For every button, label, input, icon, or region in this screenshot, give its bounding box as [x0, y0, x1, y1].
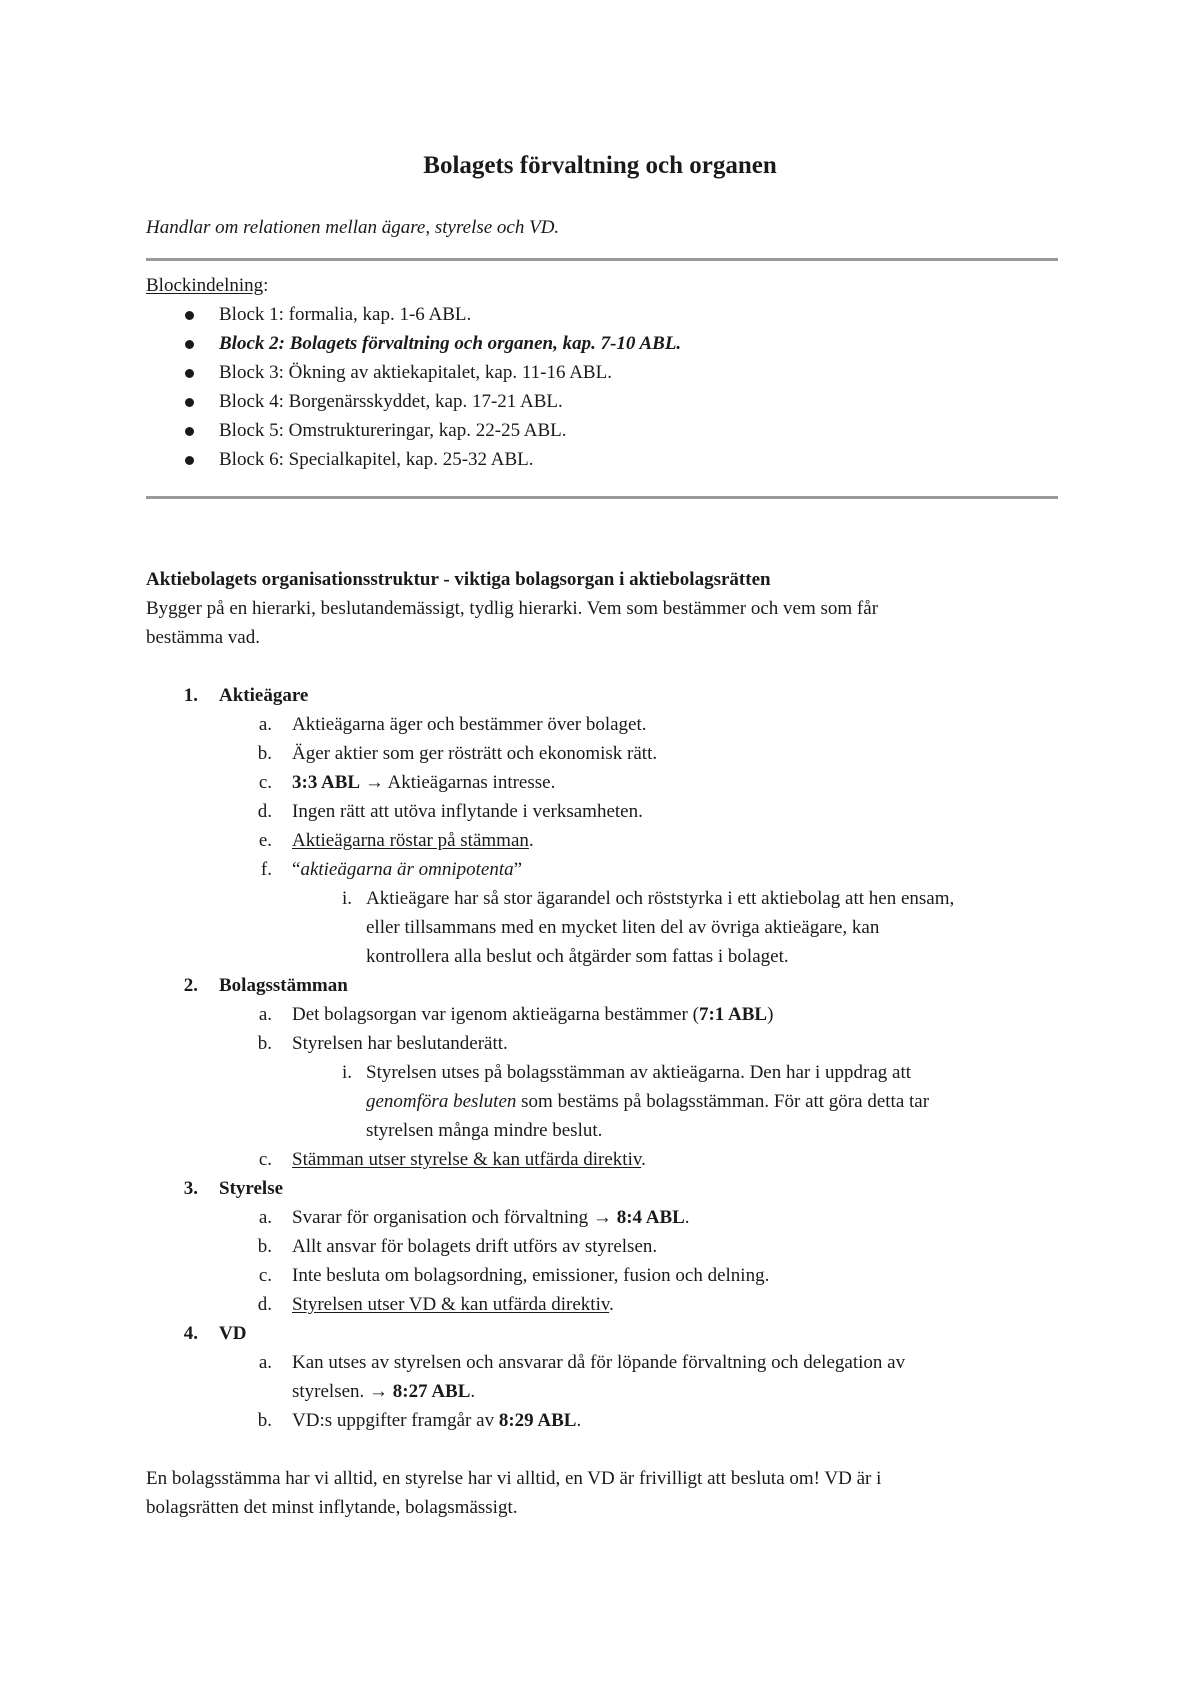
list-roman: i.	[341, 1062, 352, 1083]
period: .	[528, 830, 534, 851]
list-subitem-line: styrelsen många mindre beslut.	[366, 1120, 603, 1141]
list-letter: b.	[257, 743, 272, 764]
list-item: Äger aktier som ger rösträtt och ekonomisk rätt.	[292, 743, 658, 764]
period: .	[641, 1149, 646, 1170]
quote-text: aktieägarna är omnipotenta	[300, 859, 514, 880]
list-item: Styrelsen har beslutanderätt.	[292, 1033, 508, 1054]
block-item: Block 6: Specialkapitel, kap. 25-32 ABL.	[219, 449, 534, 470]
list-number: 4.	[183, 1323, 198, 1344]
law-reference: 8:29 ABL	[498, 1410, 577, 1431]
list-letter: b.	[257, 1236, 272, 1257]
list-subitem-line: kontrollera alla beslut och åtgärder som fattas i bolaget.	[366, 946, 789, 967]
top-divider	[146, 258, 1058, 261]
intro-text: Handlar om relationen mellan ägare, styrelse och VD.	[146, 217, 560, 238]
bullet-icon	[185, 340, 194, 349]
quote-open: “	[292, 859, 301, 880]
list-item	[292, 1206, 690, 1230]
quote-close: ”	[513, 859, 523, 880]
list-item: Aktieägarna äger och bestämmer över bolaget.	[292, 714, 647, 735]
list-letter: a.	[258, 1004, 272, 1025]
list-number: 3.	[183, 1178, 198, 1199]
list-letter: d.	[257, 801, 272, 822]
list-letter: a.	[258, 1352, 272, 1373]
section-heading: Aktiebolagets organisationsstruktur - viktiga bolagsorgan i aktiebolagsrätten	[146, 569, 771, 590]
list-item-text: Svarar för organisation och förvaltning →	[292, 1207, 617, 1228]
block-heading-label: Blockindelning	[146, 275, 264, 296]
list-heading: Styrelse	[219, 1178, 284, 1199]
section-intro-line: bestämma vad.	[146, 627, 260, 648]
bottom-divider	[146, 496, 1058, 499]
list-item	[292, 1003, 773, 1027]
list-item	[292, 1409, 581, 1433]
law-reference: 8:27 ABL	[392, 1381, 471, 1402]
list-letter: a.	[258, 1207, 272, 1228]
bullet-icon	[185, 398, 194, 407]
section-intro-line: Bygger på en hierarki, beslutandemässigt, tydlig hierarki. Vem som bestämmer och vem som får	[146, 598, 879, 619]
list-letter: b.	[257, 1410, 272, 1431]
block-heading-colon: :	[263, 275, 269, 296]
list-item-text: .	[684, 1207, 690, 1228]
list-item-text: .	[470, 1381, 476, 1402]
list-item	[292, 829, 534, 853]
list-letter: a.	[258, 714, 272, 735]
period: .	[609, 1294, 614, 1315]
block-item: Block 5: Omstruktureringar, kap. 22-25 ABL.	[219, 420, 567, 441]
list-item-line	[292, 1380, 475, 1404]
list-letter: d.	[257, 1294, 272, 1315]
list-subitem-line: Aktieägare har så stor ägarandel och röststyrka i ett aktiebolag att hen ensam,	[366, 888, 955, 909]
law-reference: 8:4 ABL	[616, 1207, 685, 1228]
list-item-text: → Aktieägarnas intresse.	[360, 772, 556, 793]
list-item-text: Aktieägarna röstar på stämman	[292, 830, 529, 851]
list-item-text: .	[576, 1410, 582, 1431]
emphasis-text: genomföra besluten	[366, 1091, 517, 1112]
block-item: Block 4: Borgenärsskyddet, kap. 17-21 ABL.	[219, 391, 563, 412]
block-item: Block 2: Bolagets förvaltning och organen, kap. 7-10 ABL.	[219, 333, 682, 354]
list-item-text: Stämman utser styrelse & kan utfärda direktiv	[292, 1149, 642, 1170]
list-item-text: VD:s uppgifter framgår av	[292, 1410, 499, 1431]
list-item: Ingen rätt att utöva inflytande i verksamheten.	[292, 801, 643, 822]
list-subitem-line: Styrelsen utses på bolagsstämman av aktieägarna. Den har i uppdrag att	[366, 1062, 912, 1083]
list-item-line: Kan utses av styrelsen och ansvarar då för löpande förvaltning och delegation av	[292, 1352, 906, 1373]
list-roman: i.	[341, 888, 352, 909]
block-item: Block 3: Ökning av aktiekapitalet, kap. 11-16 ABL.	[219, 362, 612, 383]
list-letter: f.	[260, 859, 272, 880]
list-subitem-line	[366, 1090, 929, 1114]
list-item	[292, 1148, 646, 1172]
list-item-text: styrelsen. →	[292, 1381, 393, 1402]
list-item-text: )	[767, 1004, 774, 1025]
list-letter: c.	[258, 1149, 272, 1170]
list-item: Inte besluta om bolagsordning, emissioner, fusion och delning.	[292, 1265, 770, 1286]
list-item-text: Styrelsen utser VD & kan utfärda direktiv	[292, 1294, 610, 1315]
closing-line: bolagsrätten det minst inflytande, bolagsmässigt.	[146, 1497, 518, 1518]
law-reference: 3:3 ABL	[292, 772, 361, 793]
list-number: 1.	[183, 685, 198, 706]
page-title: Bolagets förvaltning och organen	[423, 152, 777, 179]
law-reference: 7:1 ABL	[698, 1004, 768, 1025]
list-letter: b.	[257, 1033, 272, 1054]
bullet-icon	[185, 369, 194, 378]
list-item-text: Det bolagsorgan var igenom aktieägarna bestämmer (	[292, 1004, 699, 1025]
list-letter: c.	[258, 1265, 272, 1286]
list-item: Allt ansvar för bolagets drift utförs av styrelsen.	[292, 1236, 658, 1257]
block-item: Block 1: formalia, kap. 1-6 ABL.	[219, 304, 472, 325]
bullet-icon	[185, 427, 194, 436]
closing-line: En bolagsstämma har vi alltid, en styrelse har vi alltid, en VD är frivilligt att besluta om! VD är i	[146, 1468, 882, 1489]
list-item-text: som bestäms på bolagsstämman. För att göra detta tar	[516, 1091, 930, 1112]
bullet-icon	[185, 456, 194, 465]
list-heading: VD	[219, 1323, 247, 1344]
list-subitem-line: eller tillsammans med en mycket liten del av övriga aktieägare, kan	[366, 917, 880, 938]
bullet-icon	[185, 311, 194, 320]
list-item	[292, 858, 522, 882]
list-item	[292, 1293, 614, 1317]
list-number: 2.	[183, 975, 198, 996]
list-heading: Aktieägare	[219, 685, 309, 706]
list-heading: Bolagsstämman	[219, 975, 348, 996]
list-item	[292, 771, 555, 795]
list-letter: e.	[258, 830, 272, 851]
list-letter: c.	[258, 772, 272, 793]
block-heading	[146, 274, 268, 298]
